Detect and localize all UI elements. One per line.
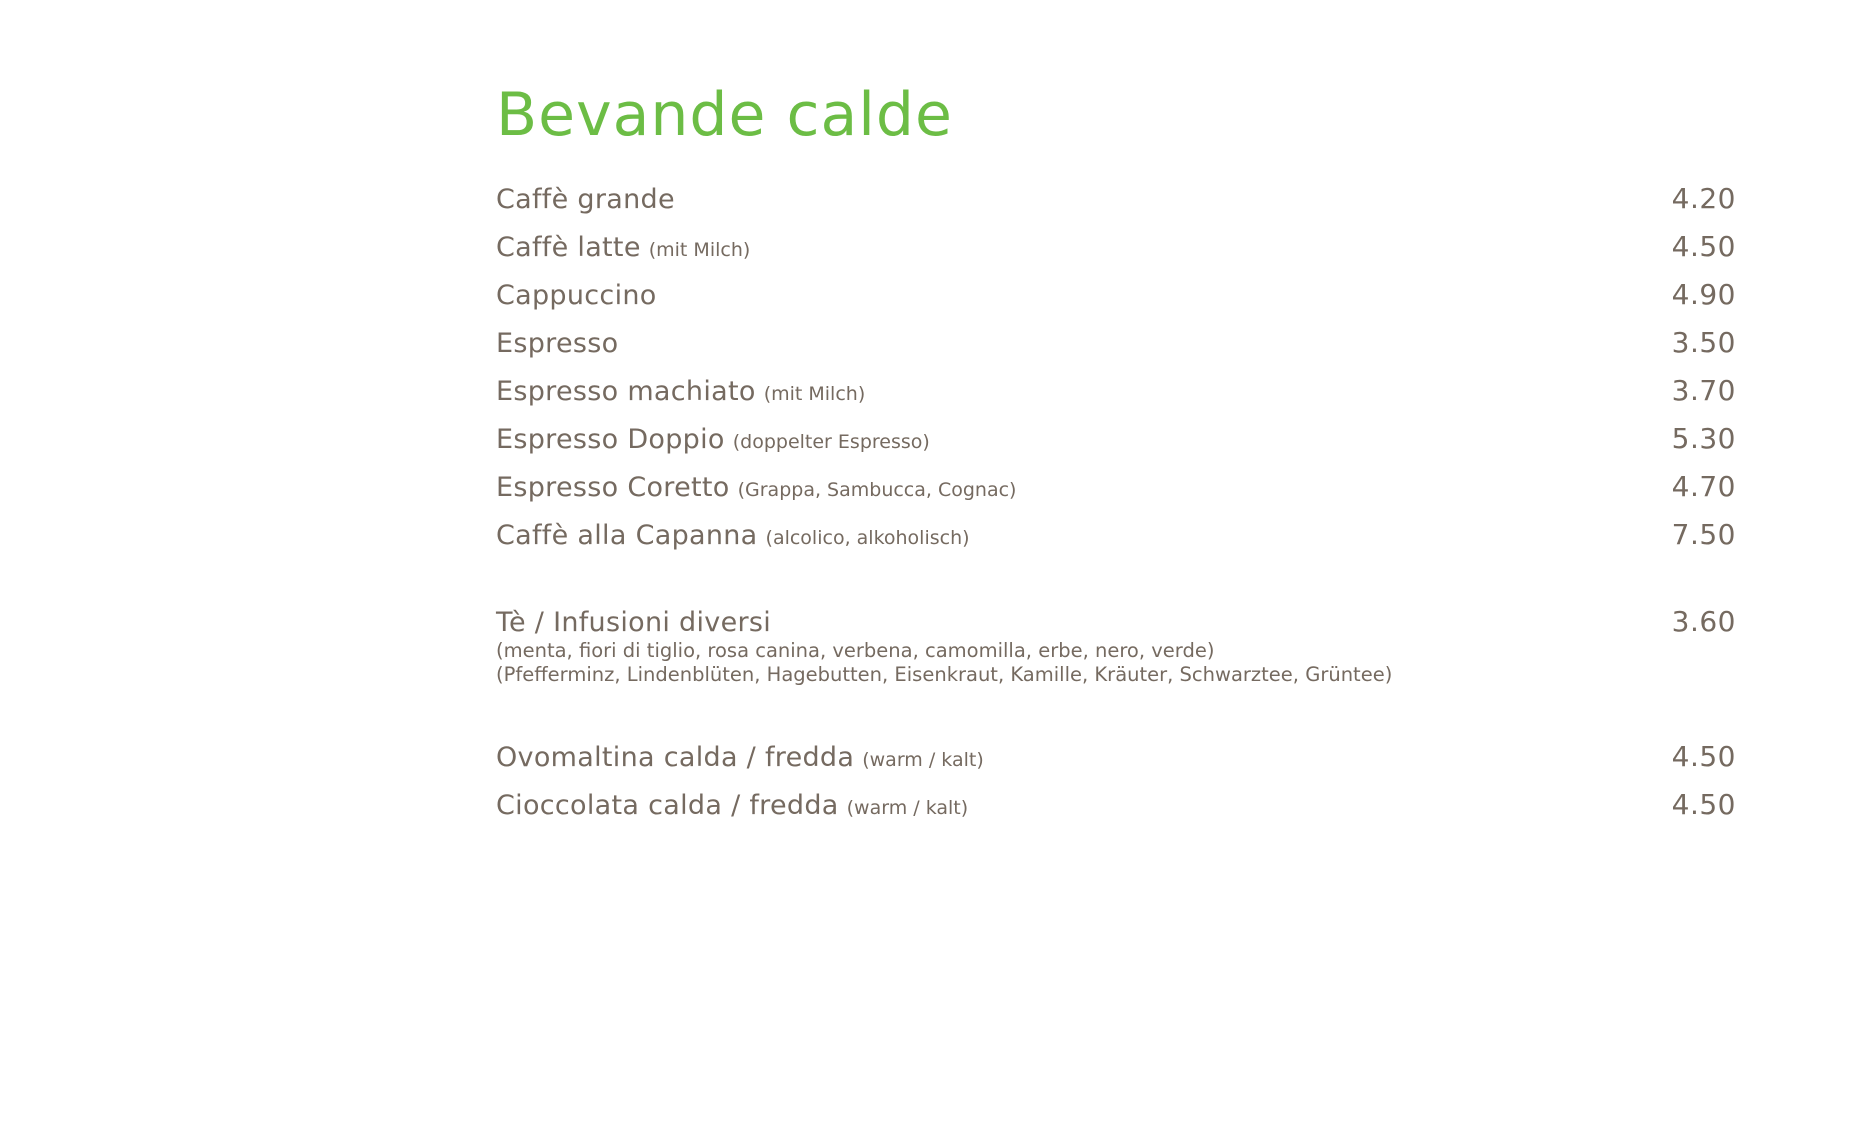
tea-row [496,600,1736,644]
menu-item-price: 4.70 [1671,470,1736,503]
menu-item-name: Caffè latte [496,232,641,263]
menu-item-name: Espresso Coretto [496,472,730,503]
menu-item [496,736,984,782]
menu-item-note: (Grappa, Sambucca, Cognac) [737,479,1017,501]
menu-item [496,418,930,464]
menu-item-price: 4.20 [1671,182,1736,215]
menu-item-note: (mit Milch) [763,383,866,405]
menu-item-row [496,321,1736,365]
page-title: Bevande calde [496,80,953,150]
menu-item [496,274,657,318]
menu-item-row [496,783,1736,827]
menu-item-note: (warm / kalt) [846,797,969,819]
menu-item-name: Caffè alla Capanna [496,520,758,551]
menu-item-row [496,513,1736,557]
tea-varieties-italian: (menta, fiori di tiglio, rosa canina, verbena, camomilla, erbe, nero, verde) [496,639,1215,662]
menu-item-row [496,369,1736,413]
menu-item-price: 7.50 [1671,518,1736,551]
tea-name: Tè / Infusioni diversi [496,607,772,638]
menu-item-price: 5.30 [1671,422,1736,455]
menu-item-note: (warm / kalt) [862,749,984,771]
menu-item-row [496,177,1736,221]
menu-item-name: Espresso machiato [496,376,756,407]
menu-item-price: 4.90 [1671,278,1736,311]
menu-item-name: Cioccolata calda / fredda [496,790,839,821]
menu-item-name: Espresso [496,328,619,359]
menu-item-note: (alcolico, alkoholisch) [765,527,970,549]
menu-item [496,226,750,272]
menu-item-price: 3.70 [1671,374,1736,407]
menu-item [496,178,675,222]
menu-item-row [496,273,1736,317]
menu-item [496,784,968,830]
menu-item-row [496,417,1736,461]
menu-item-note: (doppelter Espresso) [732,431,930,453]
tea-varieties-german: (Pfefferminz, Lindenblüten, Hagebutten, Eisenkraut, Kamille, Kräuter, Schwarztee, Grüntee) [496,663,1393,686]
menu-item [496,322,618,366]
menu-item-name: Ovomaltina calda / fredda [496,742,855,773]
menu-item-name: Caffè grande [496,184,675,215]
menu-item-price: 4.50 [1671,788,1736,821]
menu-item-price: 4.50 [1671,230,1736,263]
menu-item-price: 3.50 [1671,326,1736,359]
tea-price: 3.60 [1671,605,1736,638]
menu-item-name: Cappuccino [496,280,657,311]
menu-item-price: 4.50 [1671,740,1736,773]
menu-item [496,370,865,416]
menu-item [496,466,1016,512]
menu-page [496,0,1736,1122]
menu-item-name: Espresso Doppio [496,424,725,455]
menu-item [496,514,970,560]
menu-item-row [496,465,1736,509]
menu-item-row [496,735,1736,779]
menu-item-row [496,225,1736,269]
menu-item-note: (mit Milch) [648,239,751,261]
